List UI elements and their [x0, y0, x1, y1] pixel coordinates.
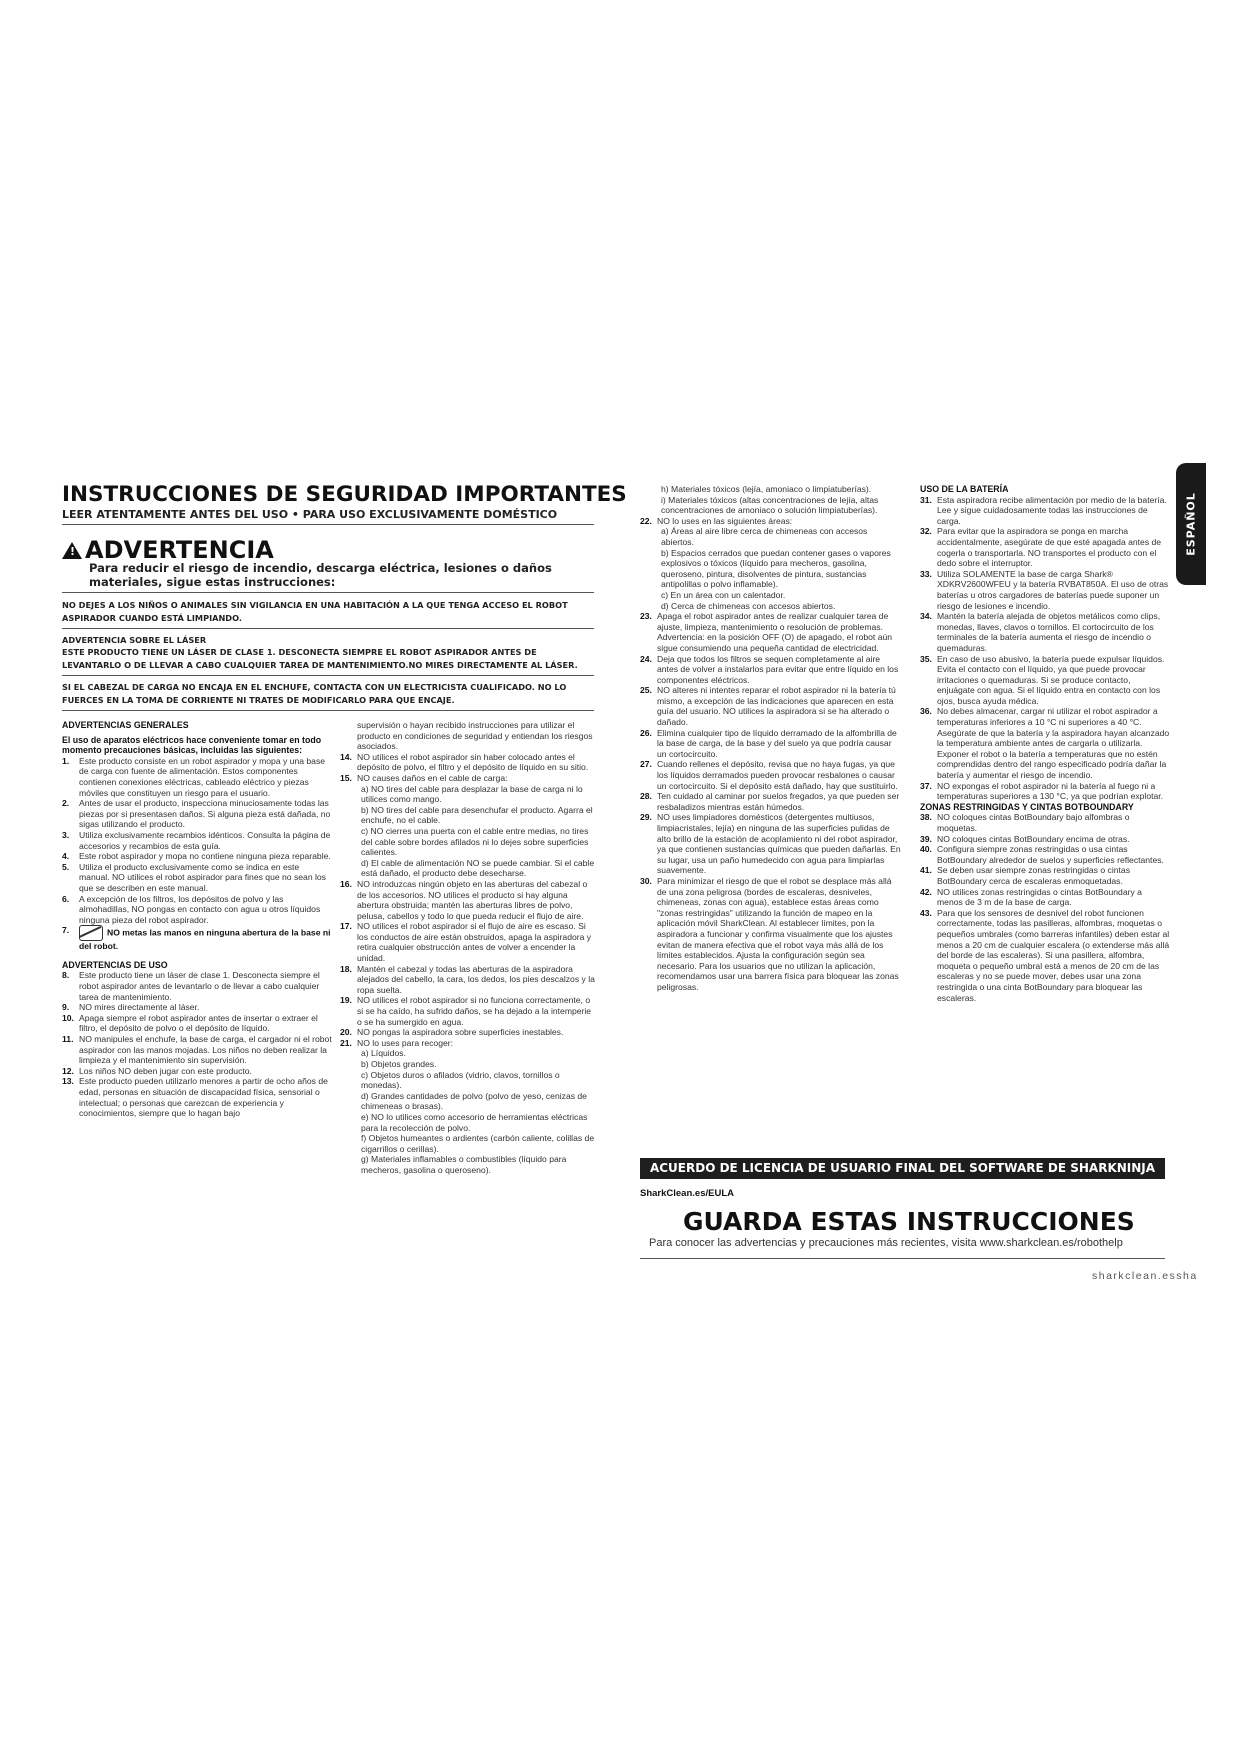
- save-instructions-title: GUARDA ESTAS INSTRUCCIONES: [683, 1207, 1135, 1236]
- list-item: 37. NO expongas el robot aspirador ni la batería al fuego ni a temperaturas superiores a 130 °C, ya que podrían explotar.: [920, 780, 1164, 802]
- language-tab: [1176, 463, 1206, 585]
- divider: [62, 592, 594, 593]
- list-item: 43. Para que los sensores de desnivel del robot funcionen correctamente, todas las pasilleras, alfombras, moquetas o pequeños umbrales (como barreras infantiles) deben estar al menos a 20 cm de cualquier escalera (o extenderse más allá del borde de las escaleras). Si una pasillera, alfombra, moqueta o pequeño umbral está a menos de 20 cm de las escaleras y no se puede mover, debes usar una zona restringida o una cinta BotBoundary para bloquear las escaleras.: [920, 907, 1170, 1003]
- sub-item: h) Materiales tóxicos (lejía, amoniaco o limpiatuberías).: [661, 484, 872, 494]
- hand-warning-icon: [79, 925, 103, 941]
- general-warnings-intro: El uso de aparatos eléctricos hace conveniente tomar en todo momento precauciones básicas, incluidas las siguientes:: [62, 734, 322, 756]
- column-battery: [920, 484, 1170, 1003]
- plug-notice: SI EL CABEZAL DE CARGA NO ENCAJA EN EL ENCHUFE, CONTACTA CON UN ELECTRICISTA CUALIFICADO. NO LO FUERCES EN LA TOMA DE CORRIENTE NI TRATES DE MODIFICARLO PARA QUE ENCAJE.: [62, 682, 567, 705]
- warning-heading-text: ADVERTENCIA: [85, 536, 274, 564]
- list-item: 13. Este producto pueden utilizarlo menores a partir de ocho años de edad, personas en situación de discapacidad física, sensorial o intelectual; o personas que carezcan de experiencia y conocimientos, siempre que lo hagan bajo: [62, 1076, 328, 1119]
- list-item: 16. NO introduzcas ningún objeto en las aberturas del cabezal o de los accesorios. NO utilices el producto si hay alguna abertura obstruida; mantén las aberturas libres de polvo, pelusa, cabellos y todo lo que pueda reducir el flujo de aire.: [340, 878, 588, 921]
- list-item: 1. Este producto consiste en un robot aspirador y mopa y una base de carga con fuente de alimentación. Estos componentes contienen conexiones eléctricas, cableado eléctrico y piezas móviles que constituyen un riesgo para el usuario.: [62, 755, 326, 798]
- eula-link[interactable]: SharkClean.es/EULA: [640, 1188, 734, 1199]
- sub-item: b) Espacios cerrados que puedan contener gases o vapores explosivos o tóxicos (líquido para mecheros, gasolina, queroseno, pintura, disolventes de pintura, sustancias antipolillas o polvo inflamable).: [661, 547, 891, 590]
- list-item: 41. Se deben usar siempre zonas restringidas o cintas BotBoundary cerca de escaleras enmoquetadas.: [920, 865, 1130, 886]
- list-item: 26. Elimina cualquier tipo de líquido derramado de la alfombrilla de la base de carga, de la base y del suelo ya que podría causar un cortocircuito.: [640, 727, 897, 759]
- sub-item: a) NO tires del cable para desplazar la base de carga ni lo utilices como mango.: [361, 783, 583, 805]
- column-use-warnings-cont: [340, 720, 598, 1176]
- list-item: 22. NO lo uses en las siguientes áreas:: [640, 515, 793, 526]
- sub-item: b) NO tires del cable para desenchufar el producto. Agarra el enchufe, no el cable.: [361, 804, 593, 826]
- list-item: 30. Para minimizar el riesgo de que el robot se desplace más allá de una zona peligrosa (bordes de escaleras, desniveles, chimeneas, zonas con agua), establece estas áreas como "zonas restringidas" utilizando la función de mapeo en la aplicación móvil SharkClean. Al establecer límites, pon la aspiradora a funcionar y confirma visualmente que los ajustes evitan de manera efectiva que el robot vaya más allá de los límites establecidos. Ajusta la configuración según sea necesario. Para los usuarios que no utilizan la aplicación, recomendamos usar una barrera física para bloquear las zonas peligrosas.: [640, 875, 899, 992]
- list-item: 40. Configura siempre zonas restringidas o usa cintas BotBoundary alrededor de suelos y superficies reflectantes.: [920, 844, 1164, 865]
- sub-item: d) El cable de alimentación NO se puede cambiar. Si el cable está dañado, el producto debe desecharse.: [361, 857, 595, 879]
- language-tab-label: ESPAÑOL: [1184, 492, 1198, 556]
- list-item: 20. NO pongas la aspiradora sobre superficies inestables.: [340, 1027, 564, 1038]
- warning-heading: [62, 536, 274, 564]
- save-instructions-subtitle: Para conocer las advertencias y precauciones más recientes, visita www.sharkclean.es/robothelp: [649, 1237, 1123, 1249]
- column-general-warnings: [62, 720, 332, 1119]
- list-item: 6. A excepción de los filtros, los depósitos de polvo y las almohadillas, NO pongas en contacto con agua u otros líquidos ninguna pieza del robot aspirador.: [62, 893, 321, 925]
- list-item: 29. NO uses limpiadores domésticos (detergentes multiusos, limpiacristales, lejía) en ninguna de las superficies pulidas de alto brillo de la estación de acoplamiento ni del robot aspirador, ya que contienen sustancias químicas que pueden dañarlas. En su lugar, usa un paño humedecido con agua para limpiarlas suavemente.: [640, 812, 901, 876]
- laser-notice-title: ADVERTENCIA SOBRE EL LÁSER: [62, 635, 207, 645]
- column-items-21-30: [640, 484, 902, 993]
- sub-item: a) Líquidos.: [361, 1048, 406, 1059]
- list-item: 33. Utiliza SOLAMENTE la base de carga Shark® XDKRV2600WFEU y la batería RVBAT850A. El uso de otras baterías u otros cargadores de baterías puede suponer un riesgo de lesiones e incendio.: [920, 568, 1169, 611]
- sub-item: b) Objetos grandes.: [361, 1059, 437, 1069]
- list-item: 25. NO alteres ni intentes reparar el robot aspirador ni la batería tú mismo, a excepción de las indicaciones que aparecen en esta guía del usuario. NO utilices la aspiradora si se ha alterado o dañado.: [640, 685, 896, 728]
- list-item: 35. En caso de uso abusivo, la batería puede expulsar líquidos. Evita el contacto con el líquido, ya que puede provocar irritaciones o quemaduras. Si se produce contacto, enjuágate con agua. Si el líquido entra en contacto con los ojos, busca ayuda médica.: [920, 653, 1165, 706]
- sub-item: f) Objetos humeantes o ardientes (carbón caliente, colillas de cigarrillos o cerillas).: [361, 1133, 595, 1154]
- list-item: 38. NO coloques cintas BotBoundary bajo alfombras o moquetas.: [920, 812, 1130, 833]
- list-item: 2. Antes de usar el producto, inspecciona minuciosamente todas las piezas por si presentasen daños. Si alguna pieza está dañada, no sigas utilizando el producto.: [62, 798, 331, 830]
- item-13-continuation: supervisión o hayan recibido instrucciones para utilizar el producto en condiciones de seguridad y entiendan los riesgos asociados.: [357, 720, 593, 752]
- list-item: 34. Mantén la batería alejada de objetos metálicos como clips, monedas, llaves, clavos o tornillos. El cortocircuito de los terminales de la batería aumenta el riesgo de incendio o quemaduras.: [920, 611, 1161, 653]
- divider: [640, 1258, 1165, 1259]
- list-item: 10. Apaga siempre el robot aspirador antes de insertar o extraer el filtro, el depósito de polvo o el depósito de líquido.: [62, 1012, 318, 1034]
- list-item: 7. NO metas las manos en ninguna abertura de la base ni del robot.: [62, 925, 331, 952]
- list-item: 39. NO coloques cintas BotBoundary encima de otras.: [920, 833, 1130, 844]
- list-item: 36. No debes almacenar, cargar ni utilizar el robot aspirador a temperaturas inferiores a 10 °C ni superiores a 40 °C. Asegúrate de que la batería y la aspiradora hayan alcanzado la temperatura ambiente antes de cargarla o utilizarla. Exponer el robot o la batería a temperaturas que no estén comprendidas dentro del rango especificado podría dañar la batería y aumentar el riesgo de incendio.: [920, 706, 1170, 781]
- sub-item: a) Áreas al aire libre cerca de chimeneas con accesos abiertos.: [661, 526, 868, 547]
- laser-notice-text: ESTE PRODUCTO TIENE UN LÁSER DE CLASE 1. DESCONECTA SIEMPRE EL ROBOT ASPIRADOR ANTES DE LEVANTARLO O DE LLEVAR A CABO CUALQUIER TAREA DE MANTENIMIENTO.NO MIRES DIRECTAMENTE AL LÁSER.: [62, 647, 578, 670]
- list-item: 3. Utiliza exclusivamente recambios idénticos. Consulta la página de accesorios y recambios de esta guía.: [62, 829, 331, 851]
- list-item: 15. NO causes daños en el cable de carga:: [340, 772, 508, 783]
- list-item: 24. Deja que todos los filtros se sequen completamente al aire antes de volver a instalarlos para evitar que entre líquido en los componentes eléctricos.: [640, 653, 899, 685]
- divider: [62, 710, 594, 711]
- zones-title: ZONAS RESTRINGIDAS Y CINTAS BOTBOUNDARY: [920, 801, 1134, 812]
- divider: [62, 628, 594, 629]
- sub-item: c) Objetos duros o afilados (vidrio, clavos, tornillos o monedas).: [361, 1069, 560, 1091]
- list-item: 23. Apaga el robot aspirador antes de realizar cualquier tarea de ajuste, limpieza, mantenimiento o resolución de problemas. Advertencia: en la posición OFF (O) de apagado, el robot aún sigue consumiendo una pequeña cantidad de electricidad.: [640, 611, 893, 653]
- sub-item: c) NO cierres una puerta con el cable entre medias, no tires del cable sobre bordes afilados ni lo dejes sobre superficies calientes.: [361, 825, 589, 858]
- list-item: 17. NO utilices el robot aspirador si el flujo de aire es escaso. Si los conductos de aire están obstruidos, apaga la aspiradora y retira cualquier obstrucción antes de volver a encender la unidad.: [340, 921, 592, 964]
- list-item: 21. NO lo uses para recoger:: [340, 1037, 454, 1048]
- sub-item: i) Materiales tóxicos (altas concentraciones de lejía, altas concentraciones de amoniaco o solución limpiatuberías).: [661, 494, 879, 516]
- list-item: 28. Ten cuidado al caminar por suelos fregados, ya que pueden ser resbaladizos mientras están húmedos.: [640, 791, 900, 812]
- list-item: 18. Mantén el cabezal y todas las aberturas de la aspiradora alejados del cabello, la cara, los dedos, los pies descalzos y la ropa suelta.: [340, 963, 595, 995]
- list-item: 27. Cuando rellenes el depósito, revisa que no haya fugas, ya que los líquidos derramados pueden provocar resbalones o causar un cortocircuito. Si el depósito está dañado, hay que sustituirlo.: [640, 759, 898, 791]
- list-item: 19. NO utilices el robot aspirador si no funciona correctamente, o si se ha caído, ha sufrido daños, se ha dejado a la intemperie o se ha sumergido en agua.: [340, 995, 592, 1027]
- list-item: 12. Los niños NO deben jugar con este producto.: [62, 1065, 252, 1076]
- list-item: 14. NO utilices el robot aspirador sin haber colocado antes el depósito de polvo, el filtro y el depósito de líquido en su sitio.: [340, 751, 589, 773]
- eula-banner: ACUERDO DE LICENCIA DE USUARIO FINAL DEL SOFTWARE DE SHARKNINJA: [640, 1158, 1165, 1179]
- sub-item: c) En un área con un calentador.: [661, 589, 786, 600]
- use-warnings-title: ADVERTENCIAS DE USO: [62, 959, 168, 970]
- list-item: 31. Esta aspiradora recibe alimentación por medio de la batería. Lee y sigue cuidadosamente todas las instrucciones de carga.: [920, 494, 1167, 526]
- general-warnings-title: ADVERTENCIAS GENERALES: [62, 720, 189, 730]
- brand-footer: sharkclean.essha: [1092, 1270, 1198, 1282]
- page-title: INSTRUCCIONES DE SEGURIDAD IMPORTANTES: [62, 482, 627, 507]
- list-item: 5. Utiliza el producto exclusivamente como se indica en este manual. NO utilices el robot aspirador para fines que no sean los que se describen en este manual.: [62, 861, 326, 893]
- children-notice: NO DEJES A LOS NIÑOS O ANIMALES SIN VIGILANCIA EN UNA HABITACIÓN A LA QUE TENGA ACCESO EL ROBOT ASPIRADOR CUANDO ESTÁ LIMPIANDO.: [62, 600, 568, 623]
- list-item: 11. NO manipules el enchufe, la base de carga, el cargador ni el robot aspirador con las manos mojadas. Los niños no deben realizar la limpieza y el mantenimiento sin supervisión.: [62, 1034, 332, 1066]
- list-item: 42. NO utilices zonas restringidas o cintas BotBoundary a menos de 3 m de la base de carga.: [920, 886, 1142, 908]
- list-item: 32. Para evitar que la aspiradora se ponga en marcha accidentalmente, asegúrate de que esté apagada antes de cogerla o transportarla. NO transportes el producto con el dedo sobre el interruptor.: [920, 526, 1162, 569]
- divider: [62, 524, 594, 525]
- sub-item: e) NO lo utilices como accesorio de herramientas eléctricas para la recolección de polvo.: [361, 1111, 588, 1133]
- page-subtitle: LEER ATENTAMENTE ANTES DEL USO • PARA USO EXCLUSIVAMENTE DOMÉSTICO: [62, 508, 558, 521]
- battery-title: USO DE LA BATERÍA: [920, 484, 1009, 494]
- list-item: 8. Este producto tiene un láser de clase 1. Desconecta siempre el robot aspirador antes de levantarlo o de llevar a cabo cualquier tarea de mantenimiento.: [62, 970, 320, 1002]
- sub-item: d) Grandes cantidades de polvo (polvo de yeso, cenizas de chimeneas o brasas).: [361, 1090, 587, 1112]
- sub-item: g) Materiales inflamables o combustibles (líquido para mecheros, gasolina o queroseno).: [361, 1154, 567, 1175]
- sub-item: d) Cerca de chimeneas con accesos abiertos.: [661, 600, 836, 611]
- list-item: 9. NO mires directamente al láser.: [62, 1002, 200, 1013]
- warning-subheading: Para reducir el riesgo de incendio, descarga eléctrica, lesiones o daños materiales, sigue estas instrucciones:: [89, 561, 552, 589]
- divider: [62, 675, 594, 676]
- warning-triangle-icon: [62, 542, 82, 559]
- list-item: 4. Este robot aspirador y mopa no contiene ninguna pieza reparable.: [62, 851, 331, 862]
